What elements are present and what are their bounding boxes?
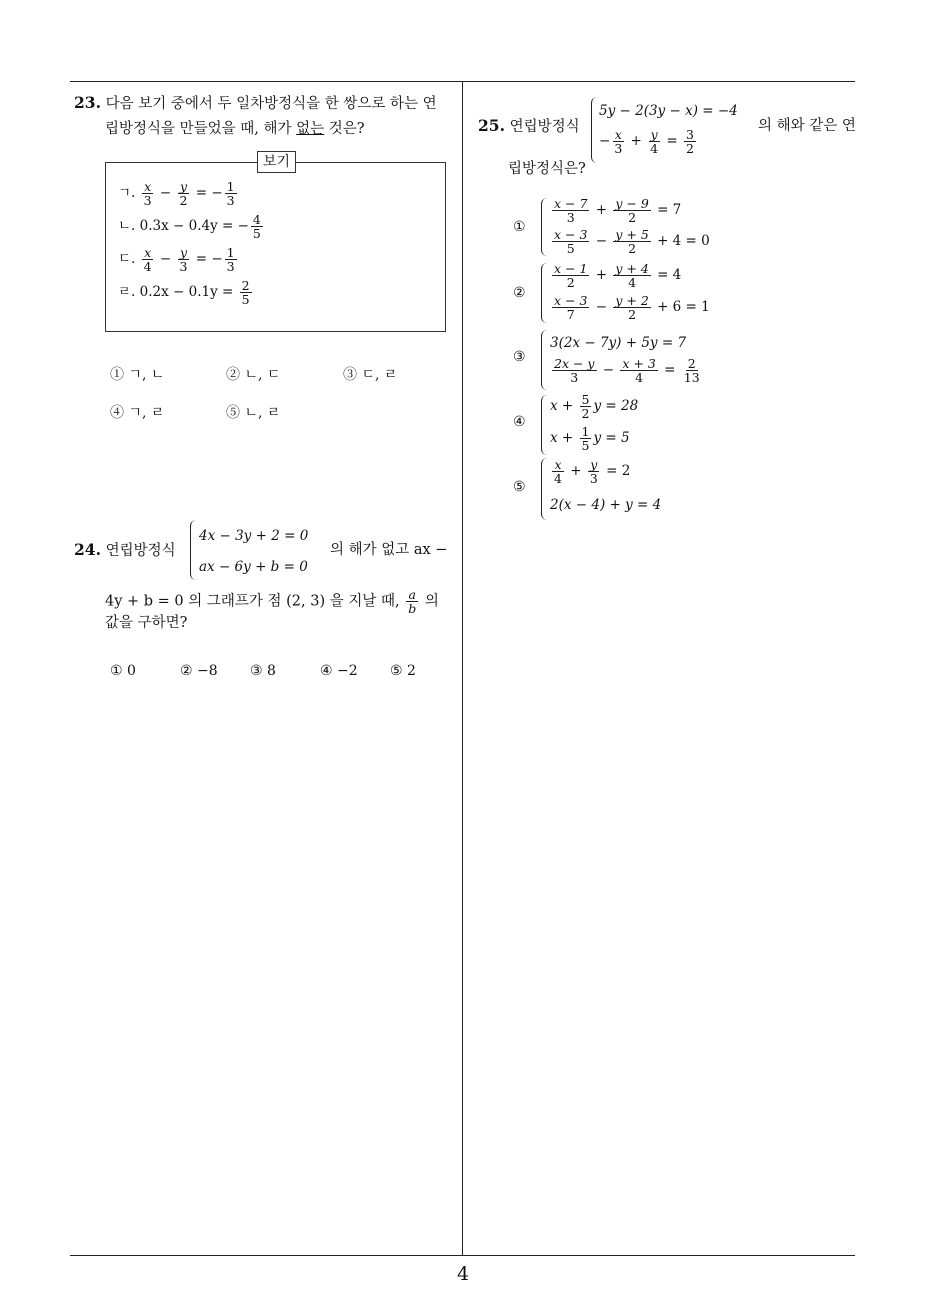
item-b-expr: 0.3x − 0.4y = − (139, 218, 249, 234)
page-number: 4 (456, 1263, 470, 1285)
q23-choice-5[interactable]: ⑤ ㄴ, ㄹ (226, 405, 281, 421)
q23-line2 (105, 118, 365, 140)
q24-brace (190, 520, 198, 580)
q24-line1-lead (74, 539, 176, 562)
q25-brace (591, 97, 599, 163)
q25-option-2-brace (541, 263, 549, 323)
q23-choice-1[interactable]: ① ㄱ, ㄴ (110, 367, 165, 383)
q25-option-5-brace (541, 458, 549, 520)
q25-option-1-brace (541, 198, 549, 256)
q23-choice-2[interactable]: ② ㄴ, ㄷ (226, 367, 281, 383)
q25-lead: 연립방정식 (509, 119, 580, 135)
q23-underlined-word: 없는 (296, 121, 325, 137)
q24-lead: 연립방정식 (105, 543, 176, 559)
q25-option-2-eq2: $\frac{x - 3}{7}$ − $\frac{y + 2}{2}$ + 6 = 1 (554, 293, 710, 322)
q25-line2: 립방정식은? (508, 161, 586, 177)
q24-choice-3[interactable]: ③ 8 (250, 663, 276, 679)
q23-choice-3[interactable]: ③ ㄷ, ㄹ (343, 367, 398, 383)
q24-choice-1[interactable]: ① 0 (110, 663, 136, 679)
q25-option-3-eq2: $\frac{2x - y}{3}$ − $\frac{x + 3}{4}$ = $\frac{2}{13}$ (554, 356, 700, 385)
bogi-title: 보기 (257, 151, 296, 173)
item-b-label: ㄴ. (118, 218, 136, 234)
item-c-label: ㄷ. (118, 251, 136, 267)
q23-text-line2a: 립방정식을 만들었을 때, 해가 (105, 121, 297, 137)
q23-choice-4[interactable]: ④ ㄱ, ㄹ (110, 405, 165, 421)
q24-choice-2[interactable]: ② −8 (180, 663, 218, 679)
q25-option-2-label[interactable]: ② (513, 285, 526, 301)
q24-line2: 4y + b = 0 의 그래프가 점 (2, 3) 을 지날 때, $\frac{a}{b}$ 의 (105, 587, 439, 616)
q25-option-1-label[interactable]: ① (513, 219, 526, 235)
q25-eq2: − $\frac{x}{3}$ + $\frac{y}{4}$ = $\frac{3}{2}$ (599, 127, 694, 156)
q24-line2b: 의 (424, 593, 439, 610)
bogi-item-c: ㄷ. $\frac{x}{4}$ − $\frac{y}{3}$ = − $\frac{1}{3}$ (118, 245, 235, 274)
item-a-label: ㄱ. (118, 185, 136, 201)
column-separator (462, 82, 463, 1255)
q25-eq1: 5y − 2(3y − x) = −4 (599, 103, 738, 119)
q25-option-4-eq2-tail: y = 5 (593, 430, 630, 446)
q24-choice-4[interactable]: ④ −2 (320, 663, 358, 679)
q24-eq2: ax − 6y + b = 0 (199, 559, 308, 575)
bottom-rule (70, 1255, 855, 1256)
q23-text-line2b: 것은? (324, 121, 365, 137)
q25-option-5-eq1: $\frac{x}{4}$ + $\frac{y}{3}$ = 2 (554, 457, 631, 486)
q25-line1-lead (478, 115, 580, 138)
q25-option-2-eq1: $\frac{x - 1}{2}$ + $\frac{y + 4}{4}$ = 4 (554, 261, 682, 290)
q25-option-4-label[interactable]: ④ (513, 414, 526, 430)
q25-option-4-eq2: x + $\frac{1}{5}$ y = 5 (550, 424, 630, 453)
bogi-item-d: ㄹ. 0.2x − 0.1y = $\frac{2}{5}$ (118, 278, 250, 307)
q25-option-1-eq1: $\frac{x - 7}{3}$ + $\frac{y - 9}{2}$ = 7 (554, 196, 682, 225)
q25-option-4-eq1: x + $\frac{5}{2}$ y = 28 (550, 392, 639, 421)
q24-line3: 값을 구하면? (105, 615, 188, 631)
q24-line2a: 4y + b = 0 의 그래프가 점 (2, 3) 을 지날 때, (105, 593, 400, 610)
item-d-expr: 0.2x − 0.1y = (139, 284, 234, 300)
item-d-label: ㄹ. (118, 284, 136, 300)
q23-text-line1: 다음 보기 중에서 두 일차방정식을 한 쌍으로 하는 연 (105, 96, 437, 112)
q25-option-3-eq1: 3(2x − 7y) + 5y = 7 (550, 335, 687, 351)
q25-option-3-label[interactable]: ③ (513, 349, 526, 365)
q25-option-4-brace (541, 395, 549, 455)
q24-choice-5[interactable]: ⑤ 2 (390, 663, 416, 679)
q25-after: 의 해와 같은 연 (758, 118, 856, 134)
q23-number: 23. (74, 93, 101, 112)
q23-line1 (74, 92, 437, 115)
q25-option-1-eq2: $\frac{x - 3}{5}$ − $\frac{y + 5}{2}$ + 4 = 0 (554, 227, 710, 256)
q24-after: 의 해가 없고 ax − (330, 542, 448, 558)
q24-eq1: 4x − 3y + 2 = 0 (199, 528, 309, 544)
bogi-item-b: ㄴ. 0.3x − 0.4y = − $\frac{4}{5}$ (118, 212, 261, 241)
q25-option-3-brace (541, 330, 549, 390)
q25-option-5-label[interactable]: ⑤ (513, 479, 526, 495)
q25-option-4-eq1-tail: y = 28 (593, 398, 639, 414)
q25-option-5-eq2: 2(x − 4) + y = 4 (550, 497, 662, 513)
bogi-item-a: ㄱ. $\frac{x}{3}$ − $\frac{y}{2}$ = − $\frac{1}{3}$ (118, 179, 235, 208)
q25-number: 25. (478, 116, 505, 135)
q24-number: 24. (74, 540, 101, 559)
